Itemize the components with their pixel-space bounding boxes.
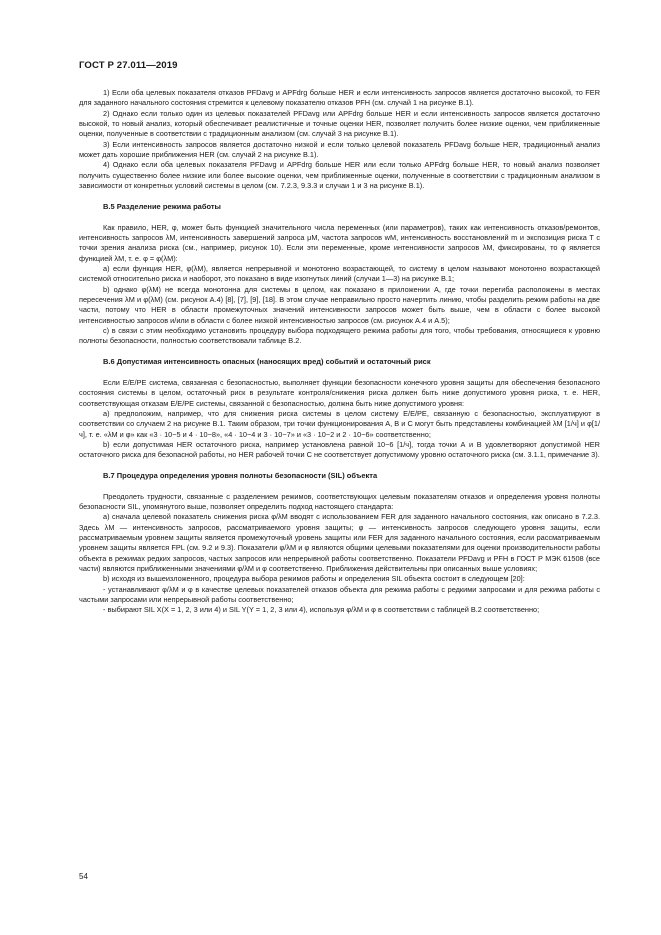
- paragraph: а) предположим, например, что для снижения риска системы в целом систему E/E/PE, связанную с безопасностью, эксплуатируют в соответствии со случаем 2 на рисунке В.1. Таким образом, три точки функционирования А, В и С могут быть представлены комбинацией λM [1/ч] и φ[1/ч], т. е. «λM и φ» как «3 · 10−5 и 4 · 10−8», «4 · 10−4 и 3 · 10−7» и «3 · 10−2 и 2 · 10−6» соответственно;: [79, 408, 600, 439]
- paragraph: Преодолеть трудности, связанные с разделением режимов, соответствующих целевым показателям отказов и определения уровня полноты безопасности SIL, упомянутого выше, позволяет определить подход настоящего стандарта:: [79, 491, 600, 512]
- paragraph: b) однако φ(λM) не всегда монотонна для системы в целом, как показано в приложении А, где точки перегиба расположены в местах пересечения λM и φ(λM) (см. рисунок А.4) [8], [7], [9], [18]. В этом случае неправильно просто начертить линию, чтобы разделить режим работы на две части, потому что HER в области промежуточных значений интенсивности запросов может быть выше, чем в области с более высокой интенсивностью запросов и/или в области с более низкой интенсивностью запросов (см. рисунок А.4 и А.5);: [79, 284, 600, 325]
- paragraph: с) в связи с этим необходимо установить процедуру выбора подходящего режима работы для того, чтобы требования, относящиеся к уровню полноты безопасности, полностью соответствовали таблице В.2.: [79, 326, 600, 346]
- page-number: 54: [79, 872, 88, 881]
- paragraph: Если E/E/PE система, связанная с безопасностью, выполняет функции безопасности конечного уровня защиты для обеспечения безопасного состояния системы в целом, остаточный риск в результате контроля/снижения риска должен быть ниже допустимого уровня риска, т. е. HER, соответствующая отказам E/E/PE системы, связанной с безопасностью, должна быть ниже допустимого уровня:: [79, 377, 600, 408]
- paragraph: 4) Однако если оба целевых показателя PFDavg и APFdrg больше HER или если только APFdrg больше HER, то новый анализ позволяет получить существенно более низкие или более высокие оценки, чем приближенные оценки, полученные в соответствии с традиционным анализом в зависимости от конкретных условий системы в целом (см. 7.2.3, 9.3.3 и случаи 1 и 3 на рисунке В.1).: [79, 160, 600, 191]
- section-heading: В.5 Разделение режима работы: [103, 201, 221, 211]
- paragraph: 3) Если интенсивность запросов является достаточно низкой и если только целевой показатель PFDavg больше HER, традиционный анализ может дать хорошие приближения HER (см. случай 2 на рисунке В.1).: [79, 139, 600, 160]
- paragraph: а) сначала целевой показатель снижения риска φ/λM вводят с использованием FER для заданного начального состояния, как описано в 7.2.3. Здесь λM — интенсивность запросов, рассматриваемого уровня защиты; φ — интенсивность запросов следующего уровня защиты, если рассматриваемым уровнем защиты является промежуточный уровень защиты или FER для заданного начального состояния, если рассматриваемым уровнем защиты является FPL (см. 9.2 и 9.3). Показатели φ/λM и φ являются общими целевыми показателями для оценки производительности работы объекта в режимах редких запросов, частых запросов или непрерывной работы соответственно. Показатели PFDavg и PFH в ГОСТ Р МЭК 61508 (все части) являются приближенными значениями φ/λM и φ соответственно. Приближения действительны при описанных выше условиях;: [79, 512, 600, 574]
- paragraph: а) если функция HER, φ(λM), является непрерывной и монотонно возрастающей, то систему в целом называют монотонно возрастающей системой относительно риска и наоборот, это показано в виде изогнутых линий (случаи 1—3) на рисунке В.1;: [79, 263, 600, 284]
- document-header: ГОСТ Р 27.011—2019: [79, 60, 178, 71]
- paragraph: 1) Если оба целевых показателя отказов PFDavg и APFdrg больше HER и если интенсивность запросов является достаточно высокой, то FER для заданного начального состояния стремится к целевому показателю отказов PFH (см. случай 1 на рисунке В.1).: [79, 88, 600, 108]
- paragraph: 2) Однако если только один из целевых показателей PFDavg или APFdrg больше HER и если интенсивность запросов является достаточно высокой, то новый анализ, который обеспечивает реалистичные и точные оценки HER, позволяет получить более низкие оценки, чем приближенные оценки, полученные в соответствии с традиционным анализом (см. случай 3 на рисунке В.1).: [79, 108, 600, 139]
- document-body: [79, 88, 600, 616]
- paragraph: - устанавливают φ/λM и φ в качестве целевых показателей отказов объекта для режима работы с редкими запросами и для режима работы с частыми запросами или непрерывной работы соответственно;: [79, 584, 600, 605]
- paragraph: - выбирают SIL X(X = 1, 2, 3 или 4) и SIL Y(Y = 1, 2, 3 или 4), используя φ/λM и φ в соответствии с таблицей В.2 соответственно;: [103, 605, 540, 615]
- section-heading: В.7 Процедура определения уровня полноты безопасности (SIL) объекта: [103, 470, 378, 480]
- section-heading: В.6 Допустимая интенсивность опасных (наносящих вред) событий и остаточный риск: [103, 357, 431, 367]
- paragraph: b) исходя из вышеизложенного, процедура выбора режимов работы и определения SIL объекта состоит в следующем [20]:: [103, 574, 525, 584]
- paragraph: Как правило, HER, φ, может быть функцией значительного числа переменных (или параметров), таких как интенсивность отказов/ремонтов, интенсивность запросов λM, интенсивность завершений запроса μM, частота запросов wM, интенсивность восстановлений m и экспозиция риска T с точки зрения анализа риска (см., например, рисунок 10). Если эти переменные, кроме интенсивности запросов λM, фиксированы, то φ является функцией λM, т. е. φ = φ(λM):: [79, 222, 600, 263]
- paragraph: b) если допустимая HER остаточного риска, например установлена равной 10−6 [1/ч], тогда точки А и В удовлетворяют допустимой HER остаточного риска для безопасной работы, но HER рабочей точки С не соответствует допустимому уровню остаточного риска (см. 3.1.1, примечание 3).: [79, 439, 600, 460]
